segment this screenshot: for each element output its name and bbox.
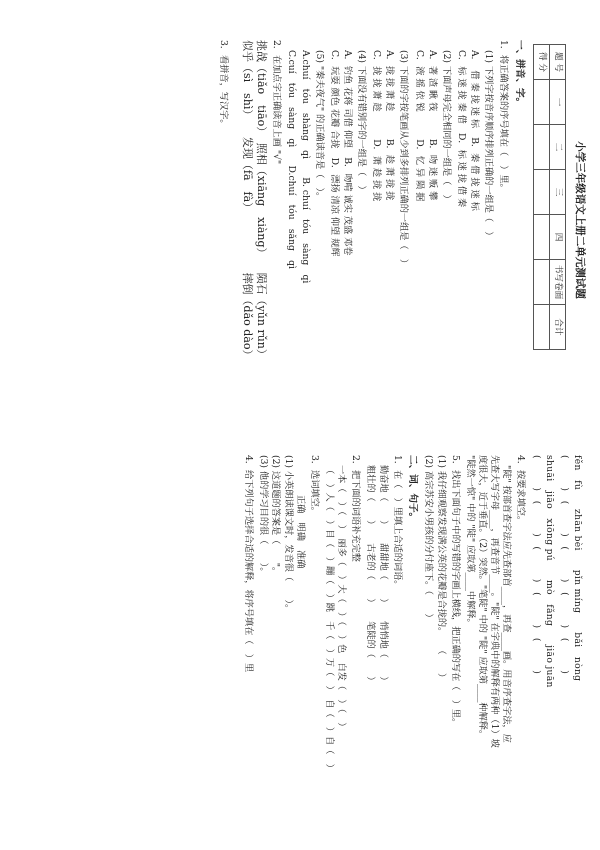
pinyin-choice-line: 陨石（yǔn rǔn） [255,272,269,360]
option-line: A． 借 秦 拢 迷 标 B．秦 借 拢 迷 标 [469,50,481,211]
answer-blank-row[interactable]: ( ) ( ) ( ) ( ) ( ) [558,455,570,675]
option-line: A．钓鱼 花蒋 司借 仰望 B．吻啃 诚实 茂盛 邓卷 [341,50,353,256]
score-header-cell: 题 号 [550,45,566,80]
score-row-label: 得 分 [534,45,550,80]
idiom-row: 一本（ ）（ ） 丽多（ ）大（ ）（ ）色 白发（ ）（ ） [336,465,348,732]
section-2-question-1: 1．在（ ）里填上合适的词语。 [391,455,403,590]
score-header-cell: 二 [550,125,566,170]
question-2: 2．在加点字正确读音上画 "√" [271,40,283,165]
pinyin-row: fěn fù zhān bèi pǐn míng bǎi nòng [572,455,583,682]
question-4-text: "陡" 按部首查字法应先查部首____，再查____画。用音序查字法，应 [501,465,513,743]
section-2-question-3: 3．选词填空。 [308,455,320,516]
option-line: C．液 摇 依 锐 D．忆 异 陨 据 [413,50,425,202]
score-header-row [550,45,566,350]
score-header-cell: 书写卷面 [550,260,566,305]
fill-sentence: (1) 小英朗读课文时，发音很（ ）。 [282,455,294,614]
pinyin-choice-line: 似乎（sì shì） 发现（fā fà） [240,40,254,214]
section-heading-2: 二、词、句子。 [407,455,419,523]
section-2-question-2: 2．把下面的词语补充完整 [350,455,362,562]
question-5-item: (2) 高宗苏安小男孩的分付座下。（ ） [423,455,435,623]
page-title: 小学三年级语文上册二单元测试题 [574,141,586,299]
option-line: C．玩耍 颜色 花瓣 合拢 D．漂扬 清凉 仰望 规辉 [328,50,340,257]
question-1-2: (2) 下面声母完全相同的一组是（ ） [440,50,452,204]
section-2-question-4: 4．给下列句子选择合适的解释，将序号填在（ ）里 [243,455,255,673]
option-line: A．著 渣 瞅 筏 B．吻 迷 贩 攀 [426,50,438,201]
score-cell[interactable] [534,125,550,170]
answer-blank-row[interactable]: ( ) ( ) ( ) ( ) ( ) [530,455,542,675]
idiom-row: （ ）人（ ）目（ ）蹦（ ）跳 千（ ）万（ ） 自（ ）自（ ） [323,465,335,773]
question-4-text: 度很大，近于垂直。（2）突然。"笔陡" 中的 "陡" 应取第____种解释。 [477,455,489,740]
question-4-text: 先查大写字母____，再查音节____。"陡" 在字典中的解释有两种（1）坡 [489,455,501,748]
option-line: C.cuí tóu sàng qì D.chuí tóu sǎng qì [286,50,298,269]
option-line: C．拢 拢 萧 趁 D．萧 趁 拢 拢 [371,50,383,202]
score-cell[interactable] [534,260,550,305]
option-line: A.chuí tóu shàng qì B. chuí tóu sàng qì [299,50,311,284]
score-table [533,44,566,350]
pinyin-row: shuāi jiāo xiōng pú mò fǎng jiāo juān [543,455,555,688]
right-column [240,455,586,815]
option-line: C．标 迷 拢 秦 借 D．标 迷 拢 借 秦 [456,50,468,208]
left-column [215,40,586,400]
fill-word-row: 勤奋地（ ） 甜甜地（ ） 悄悄地（ ） [377,465,389,686]
score-cell[interactable] [534,170,550,215]
score-value-row [534,45,550,350]
score-cell[interactable] [534,80,550,125]
question-1-3: (3) 下面的字按笔画从少到多排列正确的一组是（ ） [398,50,410,269]
question-4: 4．按要求填空。 [515,455,527,526]
option-line: A．拢 拢 萧 趁 B．趁 萧 拢 拢 [384,50,396,201]
question-4-text: "陡然一惊" 中的 "陡" 应取第____中解释。 [464,455,476,628]
section-heading-1: 一、拼音、字。 [514,40,526,108]
fill-word-row: 粗壮的（ ） 古老的（ ） 笔陡的（ ） [365,465,377,686]
score-header-cell: 三 [550,170,566,215]
word-choices: 正确 明确 准确 [294,495,306,569]
fill-sentence: (2) 这道题的答案是（ "。 [270,455,282,577]
question-1-4: (4) 下面没有错别字的一组是（ ） [356,50,368,195]
question-1: 1．将正确答案的序号填在（ ）里。 [498,40,510,193]
score-header-cell: 合计 [550,305,566,350]
pinyin-choice-line: 摔倒（dǎo dào） [240,272,254,361]
question-2-words [239,40,268,400]
score-cell[interactable] [534,215,550,260]
score-cell[interactable] [534,305,550,350]
score-header-cell: 四 [550,215,566,260]
question-5-item: (1) 我仔细观察发现满公英的花瓣是合拢的。 （ ） [435,455,447,683]
question-3: 3．看拼音，写汉字。 [218,40,230,129]
question-1-1: (1) 下列字按音序顺序排列正确的一组是（ ） [483,50,495,241]
question-5: 5．找出下面句子中的写错的字画上横线，把正确的写在（ ）里。 [449,455,461,728]
fill-sentence: (3) 他的学习目的很（ ）。 [258,455,270,577]
question-1-5: (5) "秦夫夜气" 的正确读音是（ ）。 [313,50,325,202]
score-header-cell: 一 [550,80,566,125]
pinyin-choice-line: 挑战（tiǎo tiāo） 照相（xiāng xiàng） [255,40,269,259]
